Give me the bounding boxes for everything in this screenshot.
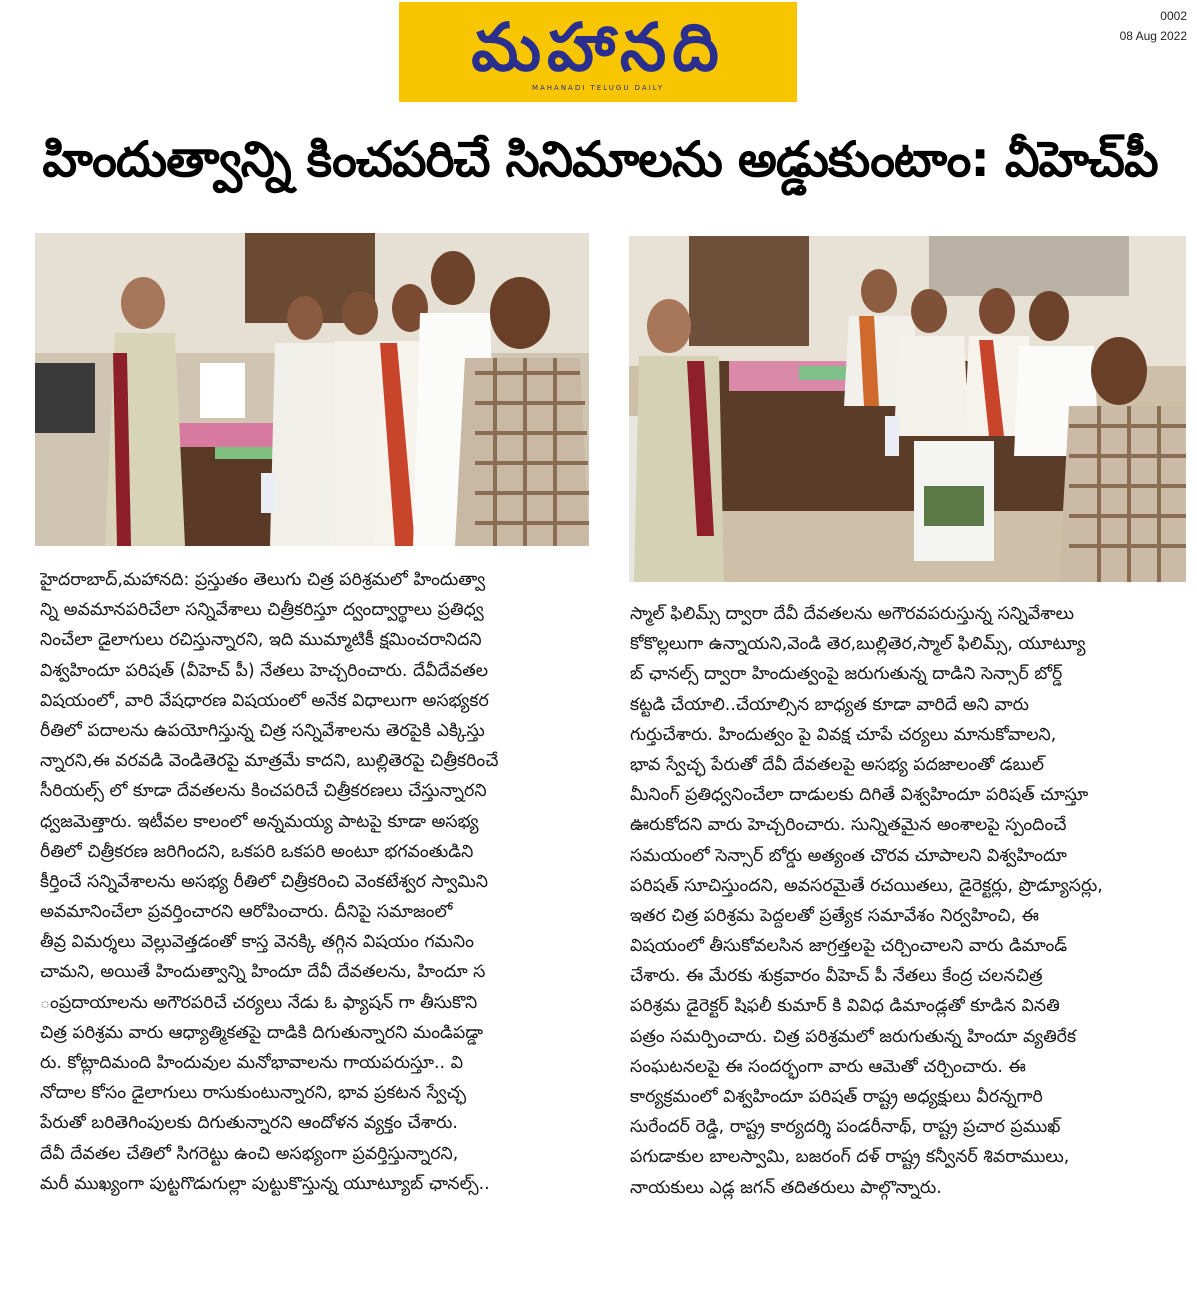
article-line: సీరియల్స్ లో కూడా దేవతలను కించపరిచే చిత్రీకరణలు చేస్తున్నారని: [40, 781, 487, 802]
article-line: బ్ ఛానల్స్ ద్వారా హిందుత్వంపై జరుగుతున్న దాడిని సెన్సార్ బోర్డ్: [630, 664, 1063, 685]
article-line: న్ని అవమానపరిచేలా సన్నివేశాలు చిత్రీకరిస్తూ ద్వంద్వార్థాలు ప్రతిధ్వ: [40, 600, 484, 621]
article-line: ఊరుకోదని వారు హెచ్చరించారు. సున్నితమైన అంశాలపై స్పందించే: [630, 815, 1067, 836]
article-line: హైదరాబాద్,మహానది: ప్రస్తుతం తెలుగు చిత్ర పరిశ్రమలో హిందుత్వా: [40, 570, 486, 590]
meeting-photo-right: [629, 236, 1186, 582]
article-line: రు. కోట్లాదిమంది హిందువుల మనోభావాలను గాయపరుస్తూ.. వి: [40, 1053, 463, 1073]
article-column-left: [40, 565, 592, 1199]
article-line: స్మాల్ ఫిలిమ్స్ ద్వారా దేవీ దేవతలను అగౌరవపరుస్తున్న సన్నివేశాలు: [630, 604, 1074, 624]
article-line: ంప్రదాయాలను అగౌరపరిచే చర్యలు నేడు ఓ ఫ్యాషన్ గా తీసుకొని: [40, 992, 478, 1013]
issue-date: 08 Aug 2022: [1119, 29, 1187, 43]
article-line: కీర్తించే సన్నివేశాలను అసభ్య రీతిలో చిత్రీకరించి వెంకటేశ్వర స్వామిని: [40, 871, 489, 892]
meeting-photo-left-image: [35, 233, 589, 546]
article-line: పత్రం సమర్పించారు. చిత్ర పరిశ్రమలో జరుగుతున్న హిందూ వ్యతిరేక: [630, 1026, 1077, 1047]
article-line: పేరుతో బరితెగింపులకు దిగుతున్నారని ఆందోళన వ్యక్తం చేశారు.: [40, 1113, 458, 1134]
article-line: నించేలా డైలాగులు రచిస్తున్నారని, ఇది ముమ్మాటికీ క్షమించరానిదని: [40, 630, 482, 651]
article-line: రీతిలో పదాలను ఉపయోగిస్తున్న చిత్ర సన్నివేశాలను తెరపైకి ఎక్కిస్తు: [40, 720, 485, 741]
article-line: పగుడాకుల బాలస్వామి, బజరంగ్ దళ్ రాష్ట్ర కన్వీనర్ శివరాములు,: [630, 1147, 1070, 1168]
article-line: మీనింగ్ ప్రతిధ్వనించేలా దాడులకు దిగితే విశ్వహిందూ పరిషత్ చూస్తూ: [630, 785, 1089, 806]
article-line: పరిషత్ సూచిస్తుందని, అవసరమైతే రచయితలు, డైరెక్టర్లు, ప్రొడ్యూసర్లు,: [630, 875, 1103, 896]
article-line: ధ్వజమెత్తారు. ఇటీవల కాలంలో అన్నమయ్య పాటపై కూడా అసభ్య: [40, 811, 479, 832]
article-headline: హిందుత్వాన్ని కించపరిచే సినిమాలను అడ్డుకుంటాం: వీహెచ్‌పీ: [42, 131, 1158, 188]
article-line: సురేందర్ రెడ్డి, రాష్ట్ర కార్యదర్శి పండరీనాథ్, రాష్ట్ర ప్రచార ప్రముఖ్: [630, 1117, 1061, 1138]
article-line: కోకొల్లలుగా ఉన్నాయని,వెండి తెర,బుల్లితెర,స్మాల్ ఫిలిమ్స్, యూట్యూ: [630, 634, 1086, 655]
article-line: విషయంలో తీసుకోవలసిన జాగ్రత్తలపై చర్చించాలని వారు డిమాండ్: [630, 936, 1068, 957]
article-line: గుర్తుచేశారు. హిందుత్వం పై వివక్ష చూపే చర్యలు మానుకోవాలని,: [630, 724, 1057, 745]
article-line: అవమానించేలా ప్రవర్తించారని ఆరోపించారు. దీనిపై సమాజంలో: [40, 902, 453, 923]
page-meta: [1120, 6, 1187, 46]
meeting-photo-right-image: [629, 236, 1186, 582]
article-line: మరీ ముఖ్యంగా పుట్టగొడుగుల్లా పుట్టుకొస్తున్న యూట్యూబ్ ఛానల్స్..: [40, 1173, 490, 1194]
article-line: చామని, అయితే హిందుత్వాన్ని హిందూ దేవీ దేవతలను, హిందూ స: [40, 962, 486, 983]
article-line: ఇతర చిత్ర పరిశ్రమ పెద్దలతో ప్రత్యేక సమావేశం నిర్వహించి, ఈ: [630, 905, 1039, 926]
article-line: తీవ్ర విమర్శలు వెల్లువెత్తడంతో కాస్త వెనక్కి తగ్గిన విషయం గమనిం: [40, 932, 474, 953]
article-line: సంఘటనలపై ఈ సందర్భంగా వారు ఆమెతో చర్చించారు. ఈ: [630, 1056, 1026, 1077]
article-line: సమయంలో సెన్సార్ బోర్డు అత్యంత చొరవ చూపాలని విశ్వహిందూ: [630, 845, 1067, 866]
article-column-right: [630, 599, 1186, 1203]
article-line: కార్యక్రమంలో విశ్వహిందూ పరిషత్ రాష్ట్ర అధ్యక్షులు వీరన్నగారి: [630, 1087, 1043, 1107]
article-line: నోదాల కోసం డైలాగులు రాసుకుంటున్నారని, భావ ప్రకటన స్వేచ్ఛ: [40, 1083, 467, 1104]
article-line: భావ స్వేచ్ఛ పేరుతో దేవీ దేవతలపై అసభ్య పదజాలంతో డబుల్: [630, 754, 1044, 775]
article-line: పరిశ్రమ డైరెక్టర్ షిఫలీ కుమార్ కి వివిధ డిమాండ్లతో కూడిన వినతి: [630, 996, 1060, 1017]
article-line: విశ్వహిందూ పరిషత్ (వీహెచ్ పీ) నేతలు హెచ్చరించారు. దేవీదేవతల: [40, 660, 489, 681]
article-line: నాయకులు ఎడ్ల జగన్ తదితరులు పాల్గొన్నారు.: [630, 1177, 942, 1198]
meeting-photo-left: [35, 233, 589, 546]
page-number: 0002: [1160, 9, 1187, 23]
article-line: చిత్ర పరిశ్రమ వారు ఆధ్యాత్మికతపై దాడికి దిగుతున్నారని మండిపడ్డా: [40, 1022, 484, 1043]
article-line: న్నారని,ఈ వరవడి వెండితెరపై మాత్రమే కాదని, బుల్లితెరపై చిత్రీకరించే: [40, 751, 499, 772]
masthead: [399, 2, 797, 102]
article-line: దేవీ దేవతల చేతిలో సిగరెట్టు ఉంచి అసభ్యంగా ప్రవర్తిస్తున్నారని,: [40, 1143, 459, 1164]
article-line: విషయంలో, వారి వేషధారణ విషయంలో అనేక విధాలుగా అసభ్యకర: [40, 690, 489, 711]
article-line: కట్టడి చేయాలి..చేయాల్సిన బాధ్యత కూడా వారిదే అని వారు: [630, 694, 1029, 715]
article-line: చేశారు. ఈ మేరకు శుక్రవారం వీహెచ్ పీ నేతలు కేంద్ర చలనచిత్ర: [630, 966, 1043, 987]
article-line: రీతిలో చిత్రీకరణ జరిగిందని, ఒకపరి ఒకపరి అంటూ భగవంతుడిని: [40, 841, 474, 862]
newspaper-logo: మహానది: [471, 9, 725, 86]
newspaper-tagline: MAHANADI TELUGU DAILY: [531, 84, 665, 92]
